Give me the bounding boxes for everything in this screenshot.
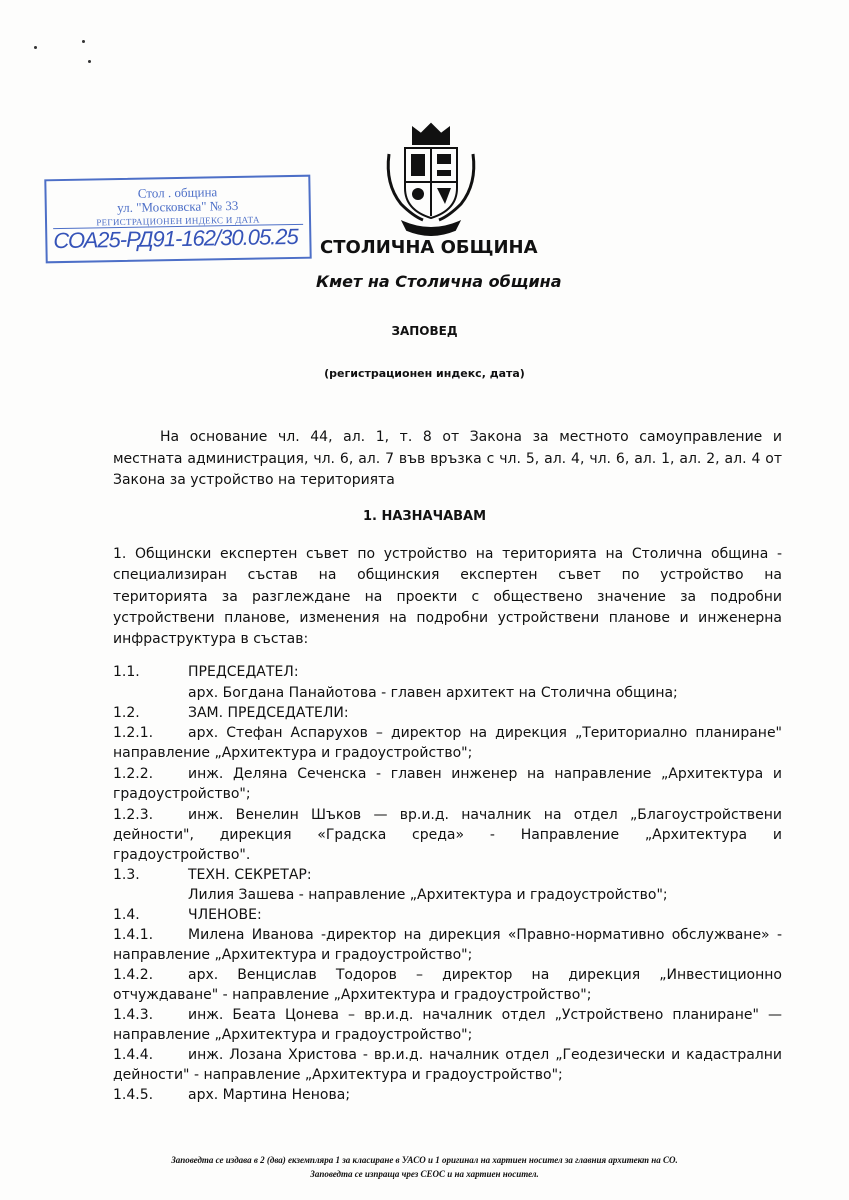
item-text: инж. Венелин Шъков — вр.и.д. началник на отдел „Благоустройствени (188, 807, 782, 823)
item-text: направление „Архитектура и градоустройство"; (113, 1027, 473, 1043)
preamble-line-2: местната администрация, чл. 6, ал. 7 във връзка с чл. 5, ал. 4, чл. 6, ал. 1, ал. 2, ал. 4 от (113, 451, 782, 467)
item-text: арх. Мартина Ненова; (188, 1087, 351, 1103)
item-heading: ПРЕДСЕДАТЕЛ: (188, 664, 299, 680)
index-note: (регистрационен индекс, дата) (324, 367, 525, 380)
item-number: 1.2.2. (113, 766, 154, 782)
item-text: дейности", дирекция «Градска среда» - Направление „Архитектура и (113, 827, 782, 843)
registration-stamp (44, 175, 311, 264)
item-text: инж. Деляна Сеченска - главен инженер на направление „Архитектура и (188, 766, 782, 782)
item-text: Милена Иванова -директор на дирекция «Правно-нормативно обслужване» - (188, 927, 782, 943)
item-number: 1.4.4. (113, 1047, 154, 1063)
preamble-line-3: Закона за устройство на територията (113, 472, 395, 488)
item-text: направление „Архитектура и градоустройство"; (113, 947, 473, 963)
para-line-5: инфраструктура в състав: (113, 631, 309, 647)
preamble-line-1: На основание чл. 44, ал. 1, т. 8 от Закона за местното самоуправление и (160, 429, 782, 445)
item-number: 1.3. (113, 867, 140, 883)
item-number: 1.4.1. (113, 927, 154, 943)
item-text: арх. Венцислав Тодоров – директор на дирекция „Инвестиционно (188, 967, 782, 983)
footer-line-2: Заповедта се изпраща чрез СЕОС и на хартиен носител. (310, 1169, 539, 1179)
item-number: 1.2.3. (113, 807, 154, 823)
item-text: градоустройство"; (113, 786, 251, 802)
item-text: арх. Стефан Аспарухов – директор на дирекция „Териториално планиране" (188, 725, 782, 741)
footer-line-1: Заповедта се издава в 2 (два) екземпляра 1 за класиране в УАСО и 1 оригинал на хартиен носител за главния архитект на СО. (171, 1155, 678, 1165)
item-text: отчуждаване" - направление „Архитектура и градоустройство"; (113, 987, 592, 1003)
stamp-line-2: ул. "Московска" № 33 (117, 197, 239, 216)
item-text: градоустройство". (113, 847, 251, 863)
item-number: 1.4.3. (113, 1007, 154, 1023)
coat-of-arms-icon (383, 118, 479, 236)
item-text: инж. Лозана Христова - вр.и.д. началник отдел „Геодезически и кадастрални (188, 1047, 782, 1063)
item-text: Лилия Зашева - направление „Архитектура и градоустройство"; (188, 887, 668, 903)
organization-name: СТОЛИЧНА ОБЩИНА (320, 237, 538, 258)
stamp-line-1: Стол . община (137, 184, 218, 201)
item-text: арх. Богдана Панайотова - главен архитект на Столична община; (188, 685, 678, 701)
item-number: 1.4. (113, 907, 140, 923)
item-text: инж. Беата Цонева – вр.и.д. началник отдел „Устройствено планиране" — (188, 1007, 782, 1023)
document-type: ЗАПОВЕД (391, 324, 458, 338)
item-heading: ЗАМ. ПРЕДСЕДАТЕЛИ: (188, 705, 349, 721)
item-number: 1.2.1. (113, 725, 154, 741)
item-heading: ТЕХН. СЕКРЕТАР: (188, 867, 312, 883)
item-number: 1.1. (113, 664, 140, 680)
para-line-1: 1. Общински експертен съвет по устройство на територията на Столична община - (113, 546, 782, 562)
para-line-3: територията за разглеждане на проекти с обществено значение за подробни (113, 589, 782, 605)
item-number: 1.2. (113, 705, 140, 721)
item-text: направление „Архитектура и градоустройство"; (113, 745, 473, 761)
item-text: дейности" - направление „Архитектура и градоустройство"; (113, 1067, 563, 1083)
item-number: 1.4.2. (113, 967, 154, 983)
mayor-title: Кмет на Столична община (316, 272, 562, 291)
section-title: 1. НАЗНАЧАВАМ (362, 509, 487, 524)
item-number: 1.4.5. (113, 1087, 154, 1103)
para-line-2: специализиран състав на общинския експертен съвет по устройство на (113, 567, 782, 583)
item-heading: ЧЛЕНОВЕ: (188, 907, 262, 923)
para-line-4: устройствени планове, изменения на подробни устройствени планове и инженерна (113, 610, 782, 626)
stamp-handwritten-number: СОА25-РД91-162/30.05.25 (53, 223, 298, 254)
stamp-line-3: РЕГИСТРАЦИОНЕН ИНДЕКС И ДАТА (53, 214, 303, 229)
